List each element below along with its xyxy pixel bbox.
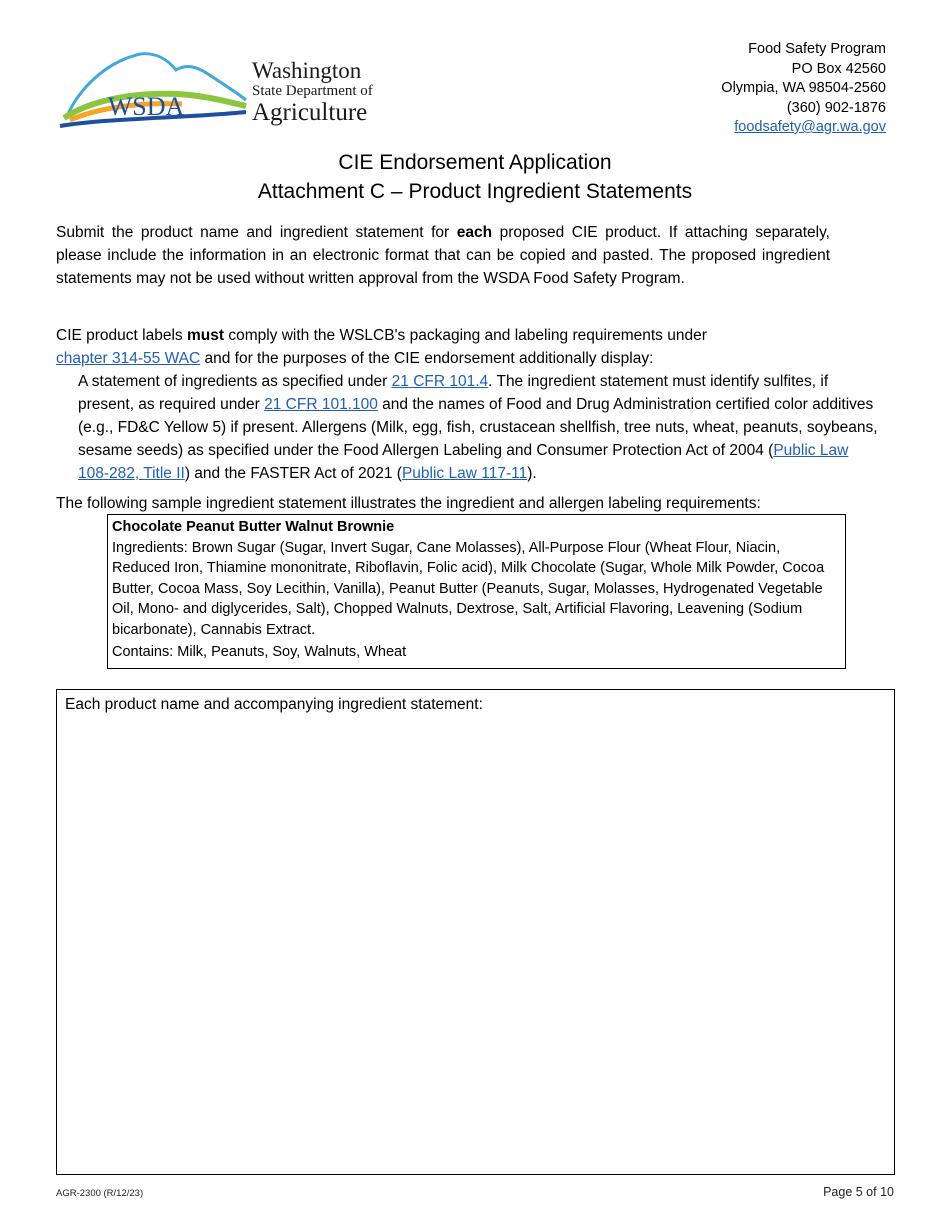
cfr-101-4-link[interactable]: 21 CFR 101.4 [391, 373, 489, 390]
logo-line-agriculture: Agriculture [252, 99, 368, 126]
sample-contains: Contains: Milk, Peanuts, Soy, Walnuts, Wheat [112, 644, 407, 660]
intro-text-2: proposed CIE product. If attaching separately, please include the information in an electronic format that can be copied and pasted. The proposed ingredient statements may not be used without written approval from the WSDA Food Safety Program. [56, 224, 830, 287]
address-city: Olympia, WA 98504-2560 [721, 80, 886, 96]
ingredients-requirement-paragraph [78, 370, 878, 485]
address-phone: (360) 902-1876 [786, 99, 886, 116]
sample-ingredient-statement [107, 514, 846, 669]
public-law-117-11-link[interactable]: Public Law 117-11 [401, 465, 528, 482]
product-ingredient-entry-box[interactable] [56, 689, 895, 1175]
req-text-2: . The ingredient statement must identify sulfites, if present, as required under [78, 373, 829, 413]
page-title [0, 148, 950, 206]
labels-text-3: and for the purposes of the CIE endorsement additionally display: [200, 350, 654, 367]
logo-line-washington: Washington [252, 58, 362, 83]
req-text-4: ) and the FASTER Act of 2021 ( [184, 465, 402, 482]
public-law-108-282-link[interactable]: Public Law 108-282, Title II [78, 442, 849, 482]
address-program: Food Safety Program [748, 41, 886, 57]
labels-text-2: comply with the WSLCB's packaging and labeling requirements under [224, 327, 707, 344]
sample-ingredients: Ingredients: Brown Sugar (Sugar, Invert Sugar, Cane Molasses), All-Purpose Flour (Wheat Flour, Niacin, Reduced Iron, Thiamine mononitrate, Riboflavin, Folic acid), Milk Chocolate (Sugar, Whole Milk Powder, Cocoa Butter, Cocoa Mass, Soy Lecithin, Vanilla), Peanut Butter (Peanuts, Sugar, Molasses, Hydrogenated Vegetable Oil, Mono- and diglycerides, Salt), Chopped Walnuts, Dextrose, Salt, Artificial Flavoring, Leavening (Sodium bicarbonate), Cannabis Extract. [112, 539, 825, 638]
title-line-1: CIE Endorsement Application [338, 151, 612, 174]
page-number: Page 5 of 10 [823, 1185, 894, 1199]
req-text-3: and the names of Food and Drug Administration certified color additives (e.g., FD&C Yellow 5) if present. Allergens (Milk, egg, fish, crustacean shellfish, tree nuts, wheat, peanuts, soybeans, sesame seeds) as specified under the Food Allergen Labeling and Consumer Protection Act of 2004 ( [78, 396, 878, 459]
sample-product-name: Chocolate Peanut Butter Walnut Brownie [112, 519, 395, 535]
req-text-1: A statement of ingredients as specified under [78, 373, 392, 390]
labels-bold-must: must [186, 327, 225, 344]
sample-intro-paragraph: The following sample ingredient statement illustrates the ingredient and allergen labeling requirements: [56, 495, 761, 512]
title-line-2: Attachment C – Product Ingredient Statements [257, 180, 693, 203]
intro-text-1: Submit the product name and ingredient statement for [56, 224, 457, 241]
wac-link[interactable]: chapter 314-55 WAC [56, 350, 201, 367]
entry-box-label: Each product name and accompanying ingredient statement: [65, 696, 483, 713]
req-text-5: ). [527, 465, 537, 482]
labels-text-1: CIE product labels [56, 327, 187, 344]
intro-bold-each: each [456, 224, 493, 241]
form-id: AGR-2300 (R/12/23) [56, 1188, 144, 1199]
logo-line-state-department: State Department of [252, 83, 373, 99]
logo-wordmark [252, 59, 373, 126]
address-block [721, 40, 886, 138]
labels-paragraph [56, 324, 856, 370]
logo-abbr: WSDA [107, 92, 185, 121]
email-link[interactable]: foodsafety@agr.wa.gov [734, 119, 886, 135]
address-po-box: PO Box 42560 [791, 60, 886, 77]
cfr-101-100-link[interactable]: 21 CFR 101.100 [264, 396, 378, 413]
intro-paragraph [56, 221, 830, 290]
